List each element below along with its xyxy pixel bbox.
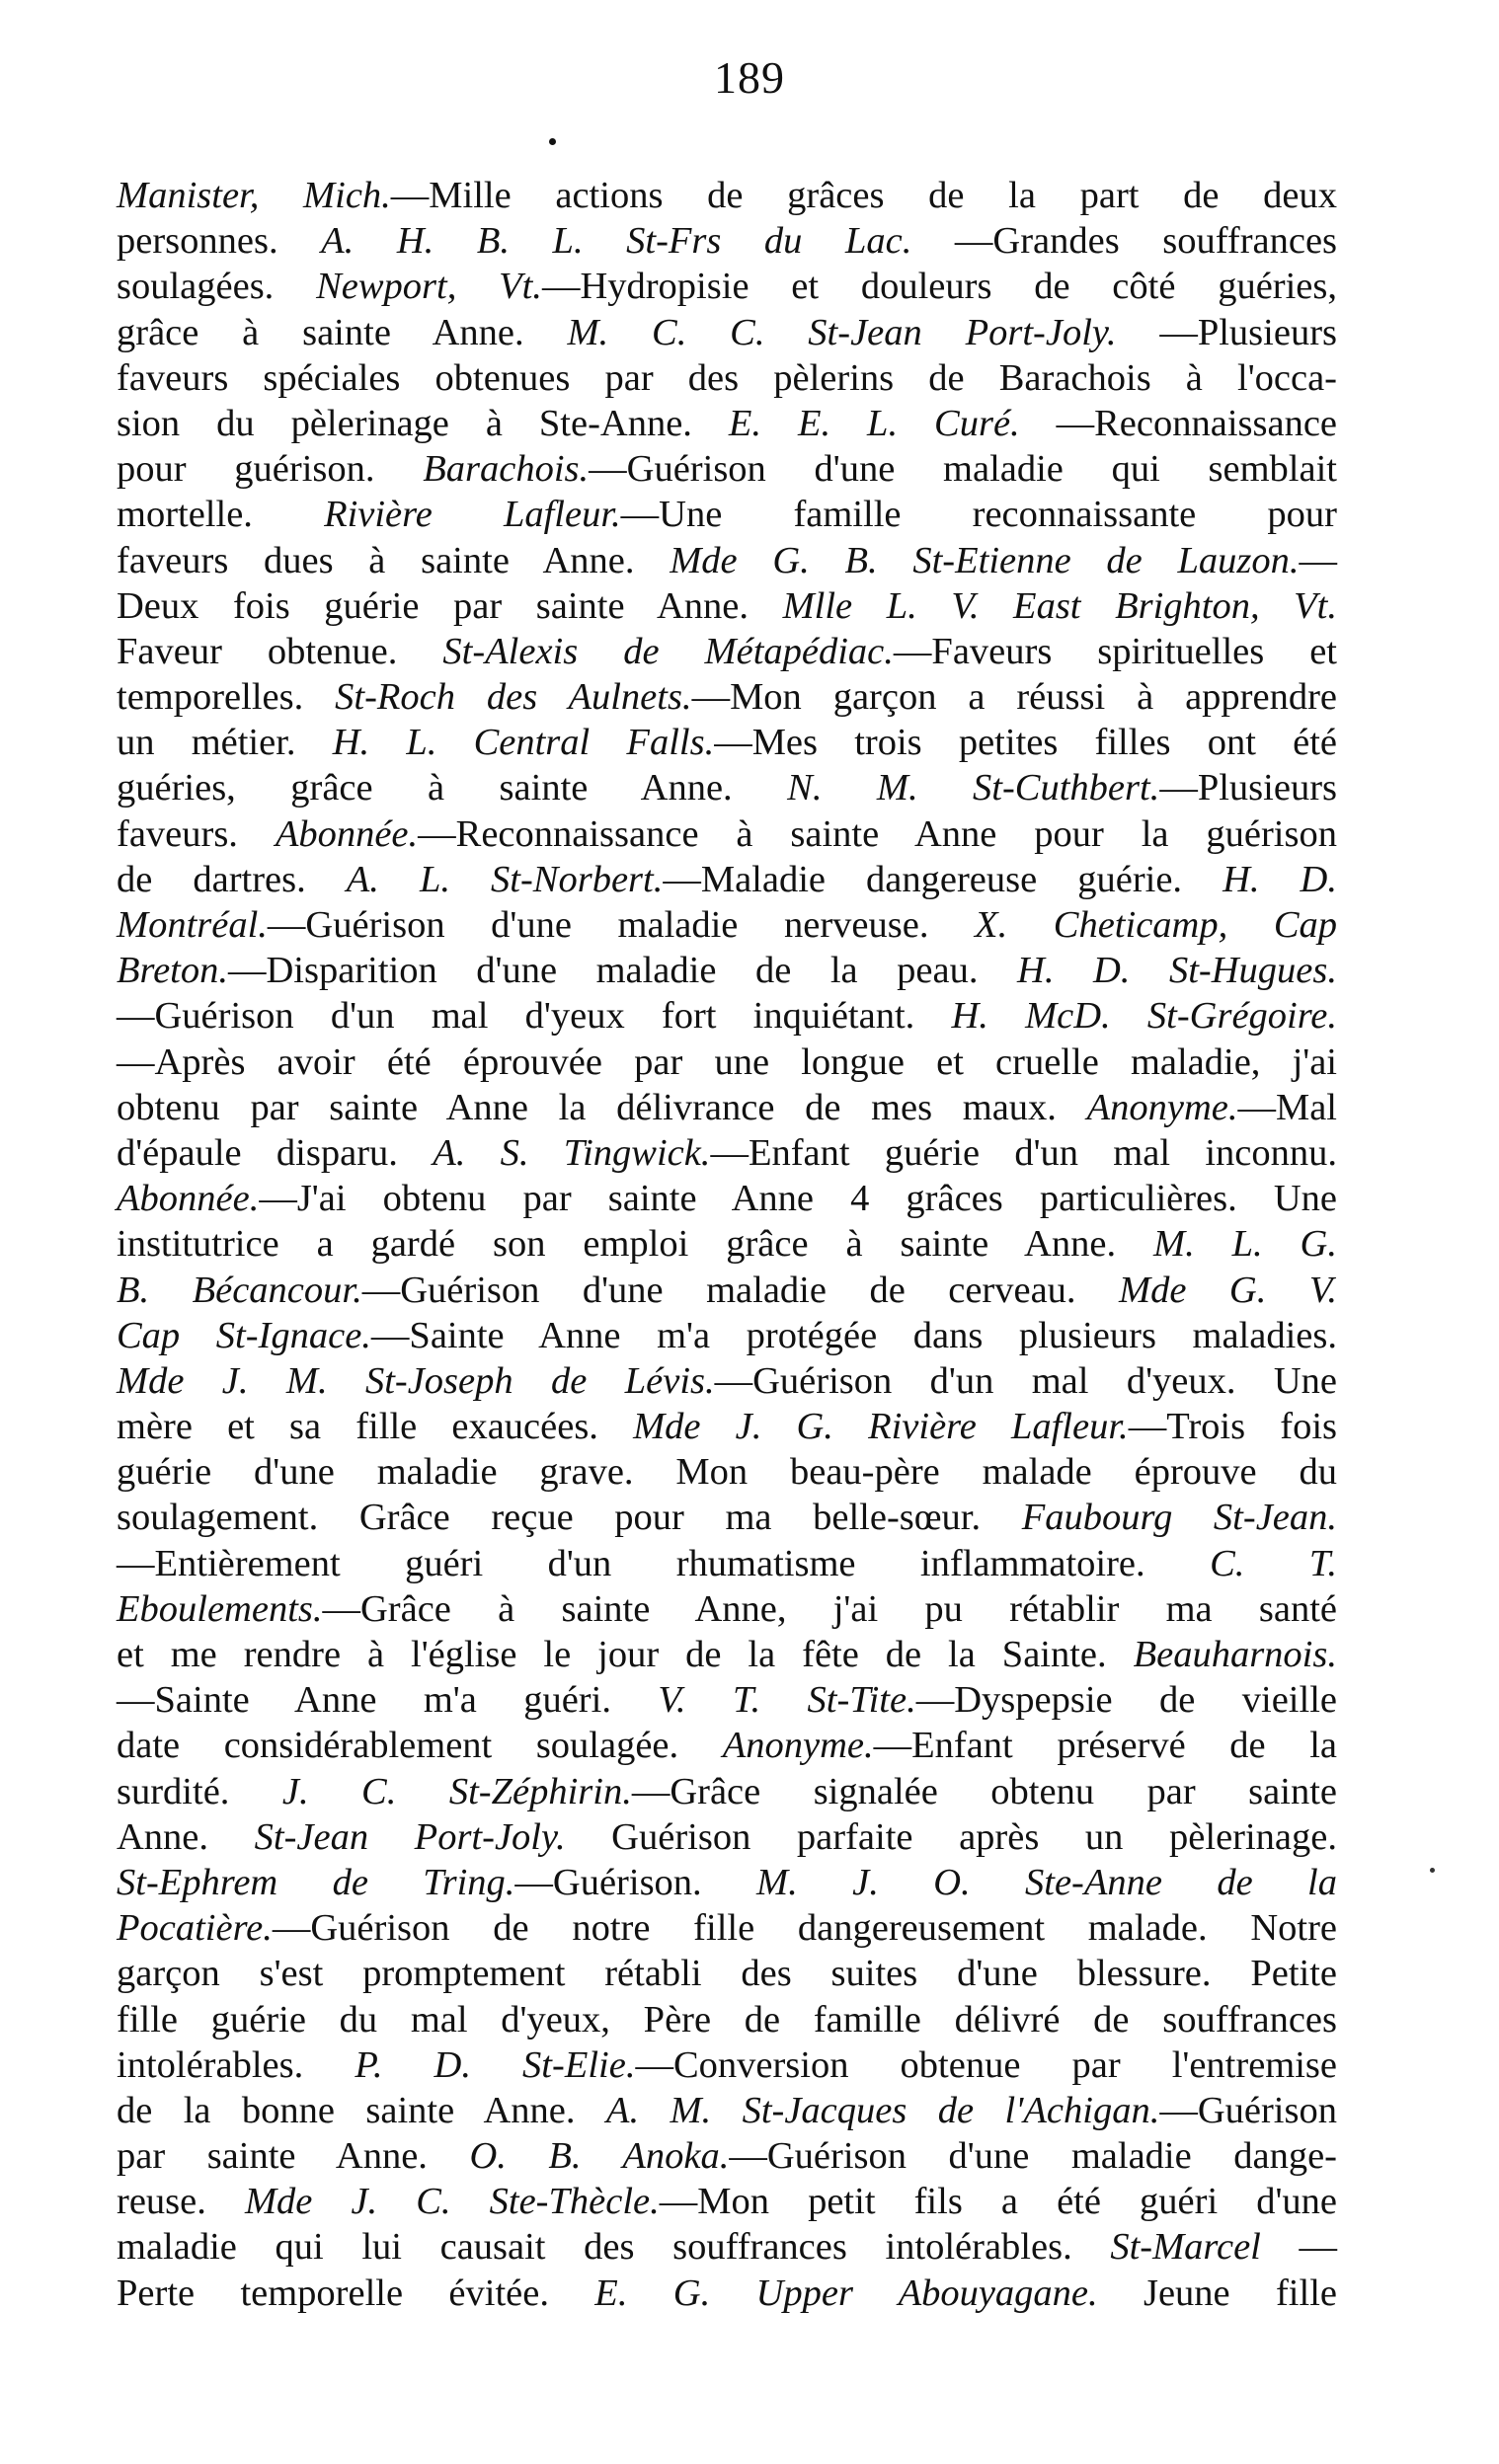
text-line [117, 2179, 1337, 2224]
text-line [117, 1495, 1337, 1540]
place-reference: X. Cheticamp, Cap [975, 904, 1337, 946]
line-text: —Après avoir été éprouvée par une longue et cruelle maladie, j'ai [117, 1040, 1337, 1083]
text-line [117, 1268, 1337, 1313]
text-line [117, 310, 1337, 355]
place-reference: A. L. St-Norbert. [346, 858, 664, 900]
line-text: et me rendre à l'église le jour de la fête de la Sainte. [117, 1634, 1134, 1675]
line-text: —Reconnaissance [1019, 402, 1337, 444]
text-line [117, 355, 1337, 401]
place-reference: Anonyme. [722, 1725, 874, 1767]
line-text: faveurs dues à sainte Anne. [117, 539, 671, 581]
place-reference: H. D. [1223, 858, 1337, 900]
line-text: intolérables. [117, 2043, 355, 2086]
ink-dot [549, 138, 556, 145]
line-text: mère et sa fille exaucées. [117, 1406, 634, 1448]
text-line [117, 1951, 1337, 1996]
line-text: mortelle. [117, 494, 325, 536]
place-reference: M. C. C. St-Jean Port-Joly. [567, 311, 1117, 353]
place-reference: St-Ephrem de Tring. [117, 1861, 515, 1903]
text-line [117, 1221, 1337, 1267]
line-text: —Faveurs spirituelles et [893, 630, 1338, 672]
line-text: Faveur obtenue. [117, 630, 443, 672]
place-reference: Anonyme. [1086, 1086, 1238, 1128]
line-text: —Entièrement guéri d'un rhumatisme inflammatoire. [117, 1542, 1211, 1584]
text-line [117, 1586, 1337, 1632]
text-line [117, 1176, 1337, 1221]
place-reference: Pocatière. [117, 1907, 273, 1950]
text-line [117, 1085, 1337, 1130]
text-line [117, 1905, 1337, 1951]
line-text: — [1299, 539, 1337, 581]
line-text: d'épaule disparu. [117, 1131, 434, 1174]
place-reference: C. T. [1210, 1542, 1337, 1584]
line-text: obtenu par sainte Anne la délivrance de mes maux. [117, 1086, 1087, 1128]
line-text: personnes. [117, 220, 322, 263]
line-text: sion du pèlerinage à Ste-Anne. [117, 402, 729, 444]
text-line [117, 1723, 1337, 1768]
place-reference: Mde G. V. [1119, 1269, 1337, 1311]
text-line [117, 1040, 1337, 1085]
place-reference: A. M. St-Jacques de l'Achigan. [605, 2089, 1160, 2131]
ink-speck [1430, 1868, 1435, 1873]
line-text: —J'ai obtenu par sainte Anne 4 grâces particulières. Une [259, 1178, 1337, 1220]
place-reference: A. H. B. L. St-Frs du Lac. [321, 220, 912, 263]
line-text: Anne. [117, 1815, 255, 1858]
place-reference: H. L. Central Falls. [332, 722, 715, 764]
line-text: —Trois fois [1128, 1406, 1337, 1448]
line-text: temporelles. [117, 676, 336, 719]
line-text: reuse. [117, 2181, 245, 2223]
place-reference: St-Jean Port-Joly. [254, 1815, 566, 1858]
line-text: —Enfant préservé de la [873, 1725, 1337, 1767]
place-reference: Faubourg St-Jean. [1021, 1497, 1338, 1539]
text-line [117, 583, 1337, 629]
text-line [117, 1313, 1337, 1358]
line-text: —Grâce signalée obtenu par sainte [631, 1770, 1337, 1812]
text-line [117, 1997, 1337, 2042]
place-reference: N. M. St-Cuthbert. [787, 767, 1160, 809]
text-line [117, 1860, 1337, 1905]
place-reference: Cap St-Ignace. [117, 1314, 371, 1356]
text-line [117, 2133, 1337, 2179]
line-text: guérie d'une maladie grave. Mon beau-père malade éprouve du [117, 1451, 1337, 1494]
line-text: grâce à sainte Anne. [117, 311, 568, 353]
place-reference: Manister, Mich. [117, 175, 391, 216]
place-reference: Barachois. [423, 448, 590, 491]
line-text: par sainte Anne. [117, 2135, 470, 2178]
line-text: —Guérison d'une maladie qui semblait [589, 448, 1337, 491]
place-reference: Newport, Vt. [316, 266, 542, 308]
text-line [117, 492, 1337, 537]
place-reference: Mde J. M. St-Joseph de Lévis. [117, 1359, 715, 1402]
text-line [117, 857, 1337, 902]
text-line [117, 720, 1337, 765]
line-text: —Enfant guérie d'un mal inconnu. [710, 1131, 1337, 1174]
line-text: —Mon garçon a réussi à apprendre [691, 676, 1337, 719]
line-text: soulagées. [117, 266, 317, 308]
place-reference: O. B. Anoka. [469, 2135, 730, 2178]
text-line [117, 1404, 1337, 1449]
line-text: surdité. [117, 1770, 282, 1812]
place-reference: V. T. St-Tite. [658, 1679, 916, 1722]
line-text: faveurs. [117, 812, 276, 855]
text-line [117, 1358, 1337, 1404]
line-text: —Plusieurs [1159, 767, 1337, 809]
page-number: 189 [714, 52, 785, 103]
line-text: —Conversion obtenue par l'entremise [635, 2043, 1338, 2086]
line-text: date considérablement soulagée. [117, 1725, 723, 1767]
text-line [117, 173, 1337, 218]
line-text: —Guérison d'une maladie dange- [729, 2135, 1337, 2178]
line-text: —Dyspepsie de vieille [915, 1679, 1337, 1722]
line-text: —Grâce à sainte Anne, j'ai pu rétablir ma santé [322, 1587, 1337, 1630]
text-line [117, 948, 1337, 993]
text-line [117, 1449, 1337, 1495]
place-reference: M. J. O. Ste-Anne de la [756, 1861, 1337, 1903]
line-text: —Guérison [1159, 2089, 1337, 2131]
line-text: —Sainte Anne m'a protégée dans plusieurs maladies. [370, 1314, 1337, 1356]
place-reference: B. Bécancour. [117, 1269, 362, 1311]
place-reference: H. D. St-Hugues. [1017, 950, 1337, 992]
line-text: —Guérison de notre fille dangereusement malade. Notre [272, 1907, 1337, 1950]
place-reference: M. L. G. [1153, 1223, 1337, 1266]
text-line [117, 993, 1337, 1039]
text-line [117, 2042, 1337, 2088]
text-body [117, 173, 1337, 2316]
text-line [117, 1814, 1337, 1860]
line-text: —Une famille reconnaissante pour [620, 494, 1337, 536]
line-text: —Disparition d'une maladie de la peau. [227, 950, 1018, 992]
place-reference: St-Marcel [1110, 2226, 1261, 2269]
line-text: —Guérison d'une maladie de cerveau. [361, 1269, 1120, 1311]
place-reference: St-Roch des Aulnets. [335, 676, 692, 719]
place-reference: Eboulements. [117, 1587, 323, 1630]
text-line [117, 446, 1337, 492]
line-text: garçon s'est promptement rétabli des suites d'une blessure. Petite [117, 1953, 1337, 1995]
line-text: —Sainte Anne m'a guéri. [117, 1679, 659, 1722]
place-reference: Abonnée. [117, 1178, 260, 1220]
line-text: —Guérison d'un mal d'yeux fort inquiétant. [117, 995, 952, 1038]
place-reference: E. E. L. Curé. [728, 402, 1020, 444]
text-line [117, 1541, 1337, 1586]
line-text: —Grandes souffrances [911, 220, 1338, 263]
line-text: institutrice a gardé son emploi grâce à sainte Anne. [117, 1223, 1153, 1266]
place-reference: J. C. St-Zéphirin. [281, 1770, 632, 1812]
text-line [117, 2088, 1337, 2133]
text-line [117, 2271, 1337, 2316]
place-reference: Mde J. C. Ste-Thècle. [244, 2181, 660, 2223]
line-text: fille guérie du mal d'yeux, Père de famille délivré de souffrances [117, 1998, 1337, 2040]
line-text: —Guérison d'une maladie nerveuse. [267, 904, 976, 946]
place-reference: Mlle L. V. East Brighton, Vt. [782, 584, 1337, 627]
place-reference: H. McD. St-Grégoire. [951, 995, 1337, 1038]
place-reference: Rivière Lafleur. [324, 494, 621, 536]
line-text: —Guérison. [514, 1861, 757, 1903]
place-reference: A. S. Tingwick. [433, 1131, 711, 1174]
line-text: —Mal [1237, 1086, 1337, 1128]
place-reference: St-Alexis de Métapédiac. [442, 630, 894, 672]
line-text: guéries, grâce à sainte Anne. [117, 767, 788, 809]
line-text: maladie qui lui causait des souffrances intolérables. [117, 2226, 1111, 2269]
line-text: —Maladie dangereuse guérie. [663, 858, 1223, 900]
text-line [117, 538, 1337, 583]
line-text: —Plusieurs [1116, 311, 1338, 353]
line-text: — [1260, 2226, 1337, 2269]
text-line [117, 401, 1337, 446]
line-text: Perte temporelle évitée. [117, 2272, 595, 2314]
line-text: —Guérison d'un mal d'yeux. Une [714, 1359, 1337, 1402]
line-text: pour guérison. [117, 448, 424, 491]
text-line [117, 2224, 1337, 2270]
line-text: —Mille actions de grâces de la part de deux [390, 175, 1338, 216]
place-reference: Mde G. B. St-Etienne de Lauzon. [670, 539, 1300, 581]
text-line [117, 674, 1337, 720]
text-line [117, 264, 1337, 309]
place-reference: Montréal. [117, 904, 268, 946]
place-reference: P. D. St-Elie. [355, 2043, 636, 2086]
text-line [117, 765, 1337, 810]
line-text: —Mes trois petites filles ont été [714, 722, 1337, 764]
line-text: —Hydropisie et douleurs de côté guéries, [541, 266, 1337, 308]
line-text: soulagement. Grâce reçue pour ma belle-sœur. [117, 1497, 1022, 1539]
line-text: Guérison parfaite après un pèlerinage. [565, 1815, 1337, 1858]
text-line [117, 218, 1337, 264]
place-reference: Mde J. G. Rivière Lafleur. [633, 1406, 1129, 1448]
line-text: Deux fois guérie par sainte Anne. [117, 584, 783, 627]
place-reference: Beauharnois. [1133, 1634, 1337, 1675]
text-line [117, 902, 1337, 948]
place-reference: Abonnée. [275, 812, 419, 855]
place-reference: Breton. [117, 950, 228, 992]
line-text: de dartres. [117, 858, 347, 900]
line-text: —Reconnaissance à sainte Anne pour la guérison [418, 812, 1337, 855]
line-text: de la bonne sainte Anne. [117, 2089, 606, 2131]
text-line [117, 1769, 1337, 1814]
place-reference: E. G. Upper Abouyagane. [594, 2272, 1098, 2314]
text-line [117, 1632, 1337, 1677]
text-line [117, 811, 1337, 857]
text-line [117, 1677, 1337, 1723]
line-text: un métier. [117, 722, 333, 764]
line-text: —Mon petit fils a été guéri d'une [659, 2181, 1338, 2223]
line-text: faveurs spéciales obtenues par des pèlerins de Barachois à l'occa- [117, 356, 1337, 399]
text-line [117, 1130, 1337, 1176]
line-text: Jeune fille [1097, 2272, 1337, 2314]
text-line [117, 629, 1337, 674]
